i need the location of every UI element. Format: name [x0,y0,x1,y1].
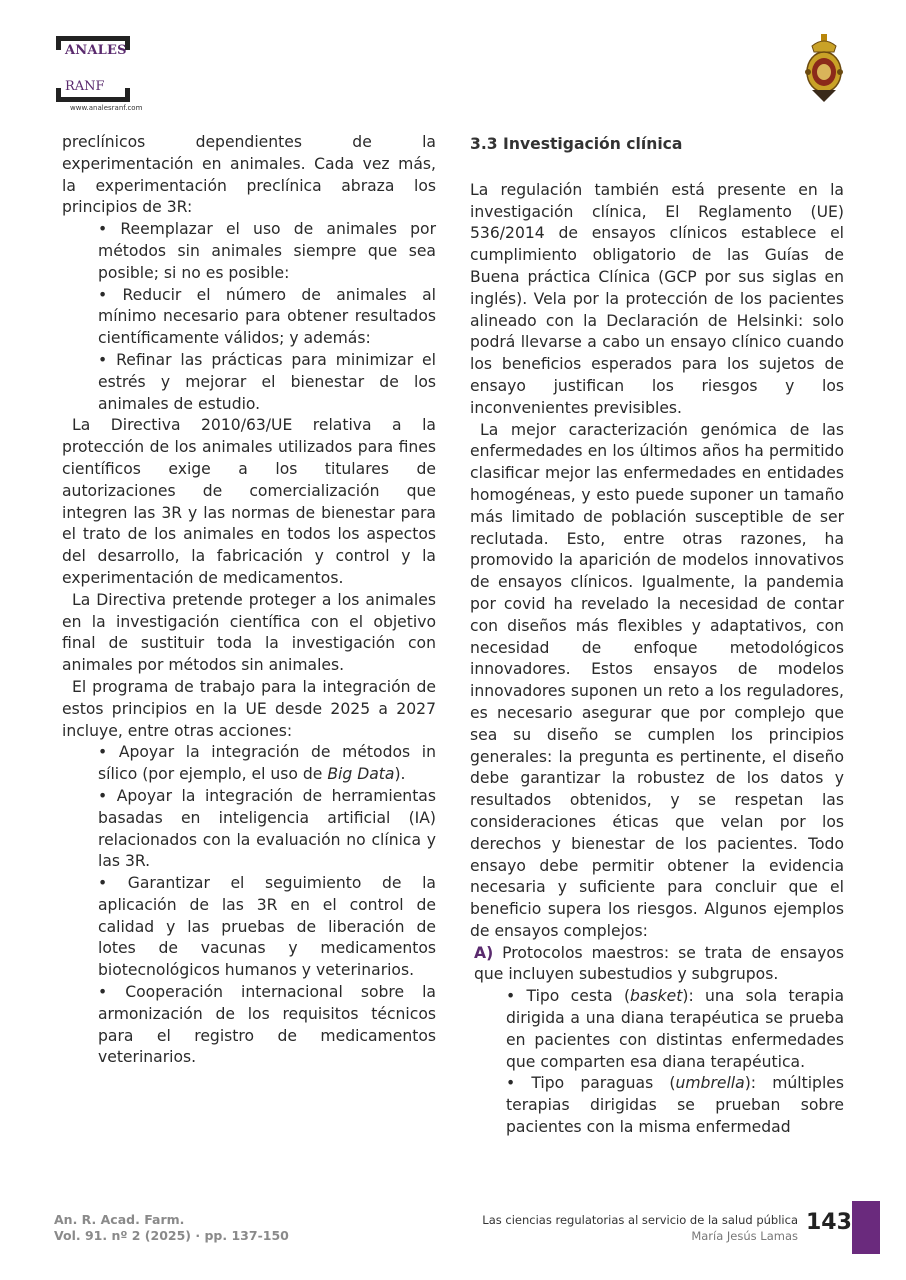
paragraph: La Directiva pretende proteger a los animales en la investigación científica con el objetivo final de sustituir toda la investigación con animales por métodos sin animales. [62,590,436,675]
right-column [470,132,844,1139]
academy-crest-icon [798,32,850,104]
bullet-item: • Refinar las prácticas para minimizar el estrés y mejorar el bienestar de los animales de estudio. [98,350,436,413]
list-item [474,943,844,987]
logo-anales-text: ANALES [65,43,127,58]
paragraph: La regulación también está presente en la investigación clínica, El Reglamento (UE) 536/2014 de ensayos clínicos establece el cumplimiento obligatorio de las Guías de Buena práctica Clínica (GCP por sus siglas en inglés). Vela por la protección de los pacientes alineado con la Declaración de Helsinki: solo podrá llevarse a cabo un ensayo clínico cuando los beneficios esperados para los sujetos de ensayo justifican los riesgos y los inconvenientes previsibles. [470,180,844,417]
bullet-item [506,986,844,1073]
journal-logo [56,36,206,116]
paragraph: El programa de trabajo para la integración de estos principios en la UE desde 2025 a 2027 incluye, entre otras acciones: [62,677,436,740]
paragraph: La Directiva 2010/63/UE relativa a la protección de los animales utilizados para fines científicos exige a los titulares de autorizaciones de comercialización que integren las 3R y las normas de bienestar para el trato de los animales en todos los aspectos del desarrollo, la fabricación y control y la experimentación de medicamentos. [62,416,436,587]
bullet-text: ). [394,765,406,784]
bullet-text: ): una sola terapia dirigida a una diana terapéutica se prueba en pacientes con distintas enfermedades que comparten esa diana terapéutica. [506,987,844,1071]
bullet-text: • Apoyar la integración de métodos in sílico (por ejemplo, el uso de [98,743,436,784]
paragraph: preclínicos dependientes de la experimentación en animales. Cada vez más, la experimentación preclínica abraza los principios de 3R: [62,133,436,217]
left-column [62,132,436,1069]
bullet-item: • Garantizar el seguimiento de la aplicación de las 3R en el control de calidad y las pruebas de liberación de lotes de vacunas y medicamentos biotecnológicos humanos y veterinarios. [98,874,436,980]
paragraph: La mejor caracterización genómica de las enfermedades en los últimos años ha permitido clasificar mejor las enfermedades en entidades homogéneas, y esto puede suponer un tamaño más limitado de población susceptible de ser reclutada. Esto, entre otras razones, ha promovido la aparición de modelos innovativos de ensayos clínicos. Igualmente, la pandemia por covid ha revelado la necesidad de contar con diseños más flexibles y adaptativos, con necesidad de enfoque metodológicos innovadores. Estos ensayos de modelos innovadores suponen un reto a los reguladores, es necesario asegurar que por complejo que sea su diseño se cumplen los principios generales: la pregunta es pertinente, el diseño debe garantizar la robustez de los datos y resultados obtenidos, y se respetan las consideraciones éticas que velan por los derechos y bienestar de los pacientes. Todo ensayo debe permitir obtener la evidencia necesaria y suficiente para concluir que el beneficio supera los riesgos. Algunos ejemplos de ensayos complejos: [470,420,844,940]
page-number: 143 [806,1210,852,1235]
footer-citation [54,1212,289,1244]
footer-article-info [482,1212,798,1244]
bullet-item: • Cooperación internacional sobre la armonización de los requisitos técnicos para el registro de medicamentos veterinarios. [98,983,436,1067]
bullet-item: • Apoyar la integración de herramientas basadas en inteligencia artificial (IA) relacionados con la evaluación no clínica y las 3R. [98,786,436,871]
bullet-item: • Reemplazar el uso de animales por métodos sin animales siempre que sea posible; si no es posible: [98,220,436,282]
logo-ranf-text: RANF [65,79,105,94]
logo-frame-bottom [56,88,130,102]
footer-article-title: Las ciencias regulatorias al servicio de la salud pública [482,1213,798,1227]
logo-url: www.analesranf.com [70,104,143,112]
bullet-text: • Tipo paraguas ( [506,1074,676,1093]
page-accent-bar [852,1201,880,1254]
list-label: A) [474,943,494,962]
bullet-text: • Tipo cesta ( [506,987,631,1006]
footer-journal: An. R. Acad. Farm. [54,1212,185,1227]
bullet-emphasis: basket [630,987,683,1006]
bullet-emphasis: umbrella [675,1074,745,1093]
bullet-emphasis: Big Data [327,765,395,784]
list-text: Protocolos maestros: se trata de ensayos que incluyen subestudios y subgrupos. [474,943,844,984]
bullet-text: ): múltiples terapias dirigidas se prueban sobre pacientes con la misma enfermedad [506,1074,844,1137]
footer-author: María Jesús Lamas [691,1229,798,1243]
bullet-item: • Reducir el número de animales al mínimo necesario para obtener resultados científicamente válidos; y además: [98,285,436,348]
bullet-item [506,1073,844,1138]
footer-volume: Vol. 91. nº 2 (2025) · pp. 137-150 [54,1228,289,1243]
bullet-item [98,742,436,786]
section-heading: 3.3 Investigación clínica [470,135,683,153]
